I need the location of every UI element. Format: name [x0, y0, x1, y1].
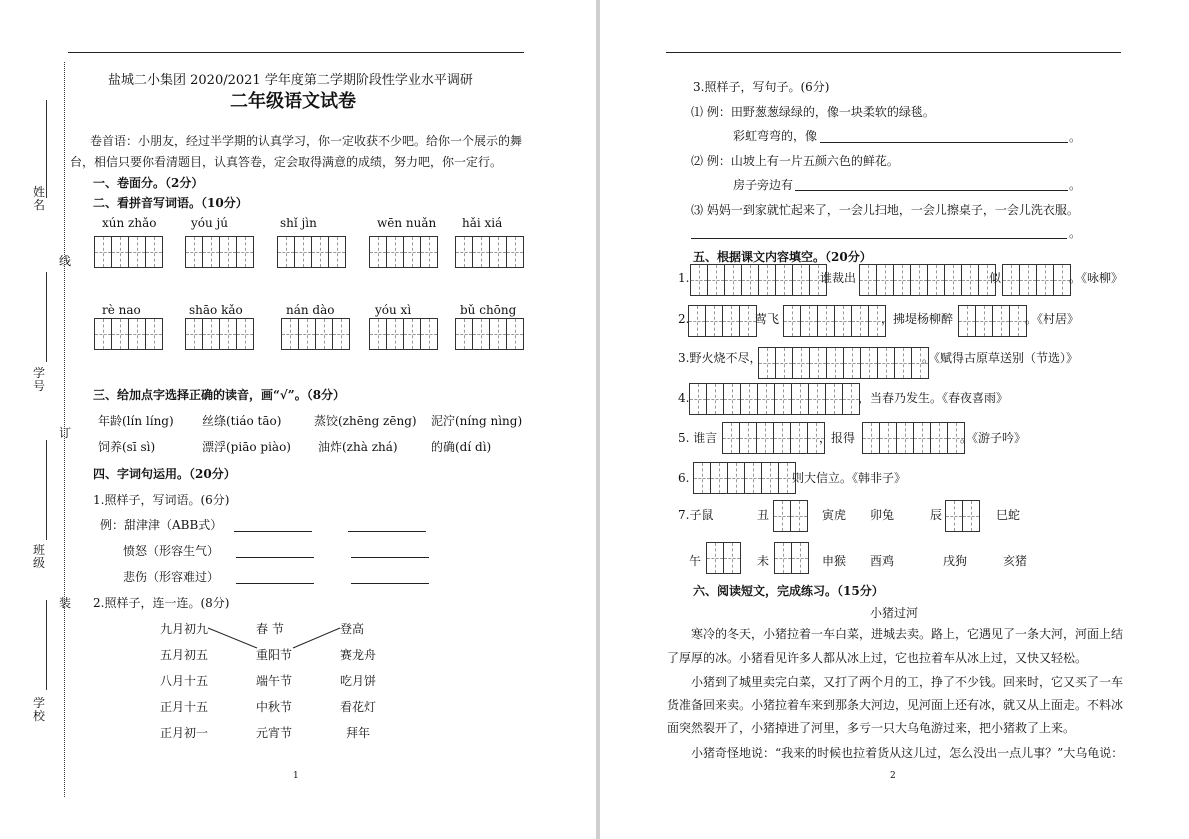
- pinyin-label: wēn nuǎn: [377, 216, 437, 230]
- answer-line[interactable]: [795, 189, 1068, 191]
- activity-item[interactable]: 拜年: [346, 726, 371, 740]
- writing-grid[interactable]: [693, 462, 796, 494]
- reading-choice[interactable]: 的确(dí dì): [431, 440, 492, 454]
- section-5-title: 五、根据课文内容填空。（20分）: [693, 250, 872, 264]
- fill-source: 。《咏柳》: [1069, 271, 1124, 285]
- top-rule: [666, 52, 1121, 53]
- activity-item[interactable]: 看花灯: [340, 700, 377, 714]
- section-1-title: 一、卷面分。（2分）: [93, 176, 204, 190]
- writing-grid[interactable]: [774, 542, 809, 574]
- margin-label-ding: 订: [58, 426, 71, 440]
- margin-label-class: 班级: [32, 543, 45, 570]
- margin-label-number: 学号: [32, 366, 45, 393]
- pinyin-label: nán dào: [286, 303, 335, 317]
- writing-grid[interactable]: [783, 305, 886, 337]
- activity-item[interactable]: 登高: [340, 622, 365, 636]
- period: 。: [1069, 226, 1082, 240]
- pinyin-label: yóu xì: [375, 303, 412, 317]
- fill-source: 则大信立。《韩非子》: [792, 471, 907, 485]
- question-4-1-b: 悲伤（形容难过）: [123, 570, 220, 584]
- zodiac: 7.子鼠: [678, 508, 714, 522]
- answer-line[interactable]: [820, 141, 1068, 143]
- writing-grid[interactable]: [722, 422, 825, 454]
- date-item[interactable]: 八月十五: [160, 674, 209, 688]
- date-item[interactable]: 正月初一: [160, 726, 209, 740]
- zodiac: 戌狗: [943, 554, 968, 568]
- fill-text: 3.野火烧不尽，: [678, 351, 762, 365]
- activity-item[interactable]: 吃月饼: [340, 674, 377, 688]
- question-4-1-a: 愤怒（形容生气）: [123, 544, 220, 558]
- writing-grid[interactable]: [690, 264, 827, 296]
- reading-choice[interactable]: 漂浮(piāo piào): [202, 440, 291, 454]
- margin-label-name: 姓名: [32, 185, 45, 212]
- fill-text: 谁裁出: [820, 271, 857, 285]
- festival-item[interactable]: 重阳节: [256, 648, 293, 662]
- story-line: 了厚厚的冰。小猪看见许多人都从冰上过，它也拉着车从冰上过，又快又轻松。: [667, 651, 1088, 665]
- fill-source: ，当春乃发生。《春夜喜雨》: [858, 391, 1009, 405]
- writing-grid[interactable]: [758, 347, 929, 379]
- exam-header: 盐城二小集团 2020/2021 学年度第二学期阶段性学业水平调研: [108, 73, 473, 88]
- story-line: 面突然裂开了，小猪掉进了河里，多亏一只大乌龟游过来，把小猪救了上来。: [667, 721, 1076, 735]
- zodiac: 辰: [930, 508, 943, 522]
- writing-grid[interactable]: [773, 500, 808, 532]
- zodiac: 卯兔: [870, 508, 895, 522]
- activity-item[interactable]: 赛龙舟: [340, 648, 377, 662]
- festival-item[interactable]: 中秋节: [256, 700, 293, 714]
- question-4-1: 1.照样子，写词语。(6分): [93, 493, 230, 507]
- section-2-title: 二、看拼音写词语。（10分）: [93, 196, 248, 210]
- pinyin-label: shāo kǎo: [189, 303, 243, 317]
- fill-number: 4.: [678, 391, 690, 405]
- fill-number: 1.: [678, 271, 690, 285]
- answer-line[interactable]: [691, 237, 1067, 239]
- question-4-1-example: 例：甜津津（ABB式）: [100, 518, 223, 532]
- reading-choice[interactable]: 蒸饺(zhēng zēng): [314, 414, 417, 428]
- period: 。: [1069, 178, 1082, 192]
- zodiac: 申猴: [822, 554, 847, 568]
- writing-grid[interactable]: [958, 305, 1027, 337]
- reading-choice[interactable]: 年龄(lín líng): [98, 414, 174, 428]
- fill-text: ，报得: [819, 431, 856, 445]
- exam-page-2: [600, 0, 1189, 839]
- story-line: 小猪到了城里卖完白菜，又打了两个月的工，挣了不少钱。回来时，它又买了一车: [691, 675, 1124, 689]
- zodiac: 寅虎: [822, 508, 847, 522]
- margin-label-school: 学校: [32, 696, 45, 723]
- reading-choice[interactable]: 油炸(zhà zhá): [318, 440, 398, 454]
- question-3: 3.照样子，写句子。(6分): [693, 80, 830, 94]
- festival-item[interactable]: 端午节: [256, 674, 293, 688]
- fill-number: 6.: [678, 471, 690, 485]
- date-item[interactable]: 正月十五: [160, 700, 209, 714]
- festival-item[interactable]: 春 节: [256, 622, 284, 636]
- margin-label-xian: 线: [58, 254, 71, 268]
- writing-grid[interactable]: [862, 422, 965, 454]
- fill-text: 5. 谁言: [678, 431, 718, 445]
- intro-line-1: 卷首语：小朋友，经过半学期的认真学习，你一定收获不少吧。给你一个展示的舞: [90, 134, 523, 148]
- date-item[interactable]: 五月初五: [160, 648, 209, 662]
- story-title: 小猪过河: [870, 606, 919, 620]
- story-line: 货准备回来卖。小猪拉着车来到那条大河边，见河面上还有冰，就又从上面走。不料冰: [667, 698, 1124, 712]
- festival-item[interactable]: 元宵节: [256, 726, 293, 740]
- writing-grid[interactable]: [689, 383, 860, 415]
- question-3-2-fill: 房子旁边有: [733, 178, 794, 192]
- question-4-2: 2.照样子，连一连。(8分): [93, 596, 230, 610]
- question-3-3: ⑶ 妈妈一到家就忙起来了，一会儿扫地，一会儿擦桌子，一会儿洗衣服。: [691, 203, 1079, 217]
- writing-grid[interactable]: [1002, 264, 1071, 296]
- pinyin-label: rè nao: [102, 303, 141, 317]
- reading-choice[interactable]: 饲养(sī sì): [98, 440, 156, 454]
- pinyin-label: shǐ jìn: [280, 216, 317, 230]
- question-3-2: ⑵ 例：山坡上有一片五颜六色的鲜花。: [691, 154, 899, 168]
- period: 。: [1069, 130, 1082, 144]
- question-3-1: ⑴ 例：田野葱葱绿绿的，像一块柔软的绿毯。: [691, 105, 935, 119]
- page-number: 1: [293, 771, 299, 781]
- intro-line-2: 台，相信只要你看清题目，认真答卷，定会取得满意的成绩，努力吧，你一定行。: [70, 155, 503, 169]
- zodiac: 巳蛇: [996, 508, 1021, 522]
- writing-grid[interactable]: [688, 305, 757, 337]
- writing-grid[interactable]: [945, 500, 980, 532]
- section-3-title: 三、给加点字选择正确的读音，画“√”。（8分）: [93, 388, 346, 402]
- zodiac: 未: [757, 554, 770, 568]
- fill-source: 。《游子吟》: [960, 431, 1027, 445]
- fill-text: 似: [989, 271, 1002, 285]
- fill-source: 。《赋得古原草送别（节选）》: [922, 351, 1079, 365]
- zodiac: 丑: [757, 508, 770, 522]
- writing-grid[interactable]: [859, 264, 996, 296]
- writing-grid[interactable]: [706, 542, 741, 574]
- zodiac: 酉鸡: [870, 554, 895, 568]
- pinyin-label: yóu jú: [191, 216, 228, 230]
- fill-source: 。《村居》: [1025, 312, 1080, 326]
- pinyin-label: xún zhǎo: [102, 216, 157, 230]
- question-3-1-fill: 彩虹弯弯的，像: [733, 129, 818, 143]
- fill-text: 莺飞: [755, 312, 780, 326]
- page-number: 2: [890, 771, 896, 781]
- margin-label-zhuang: 装: [58, 596, 71, 610]
- fill-number: 2.: [678, 312, 690, 326]
- reading-choice[interactable]: 泥泞(níng nìng): [431, 414, 523, 428]
- section-6-title: 六、阅读短文，完成练习。（15分）: [693, 584, 884, 598]
- story-line: 小猪奇怪地说：“我来的时候也拉着货从这儿过，怎么没出一点儿事？”大乌龟说：: [691, 746, 1124, 760]
- zodiac: 午: [689, 554, 702, 568]
- zodiac: 亥猪: [1003, 554, 1028, 568]
- date-item[interactable]: 九月初九: [160, 622, 209, 636]
- exam-title: 二年级语文试卷: [230, 91, 356, 112]
- section-4-title: 四、字词句运用。（20分）: [93, 467, 236, 481]
- reading-choice[interactable]: 丝绦(tiáo tāo): [202, 414, 282, 428]
- fill-text: ，拂堤杨柳醉: [881, 312, 954, 326]
- pinyin-label: hǎi xiá: [462, 216, 503, 230]
- story-line: 寒冷的冬天，小猪拉着一车白菜，进城去卖。路上，它遇见了一条大河，河面上结: [691, 627, 1124, 641]
- pinyin-label: bǔ chōng: [460, 303, 517, 317]
